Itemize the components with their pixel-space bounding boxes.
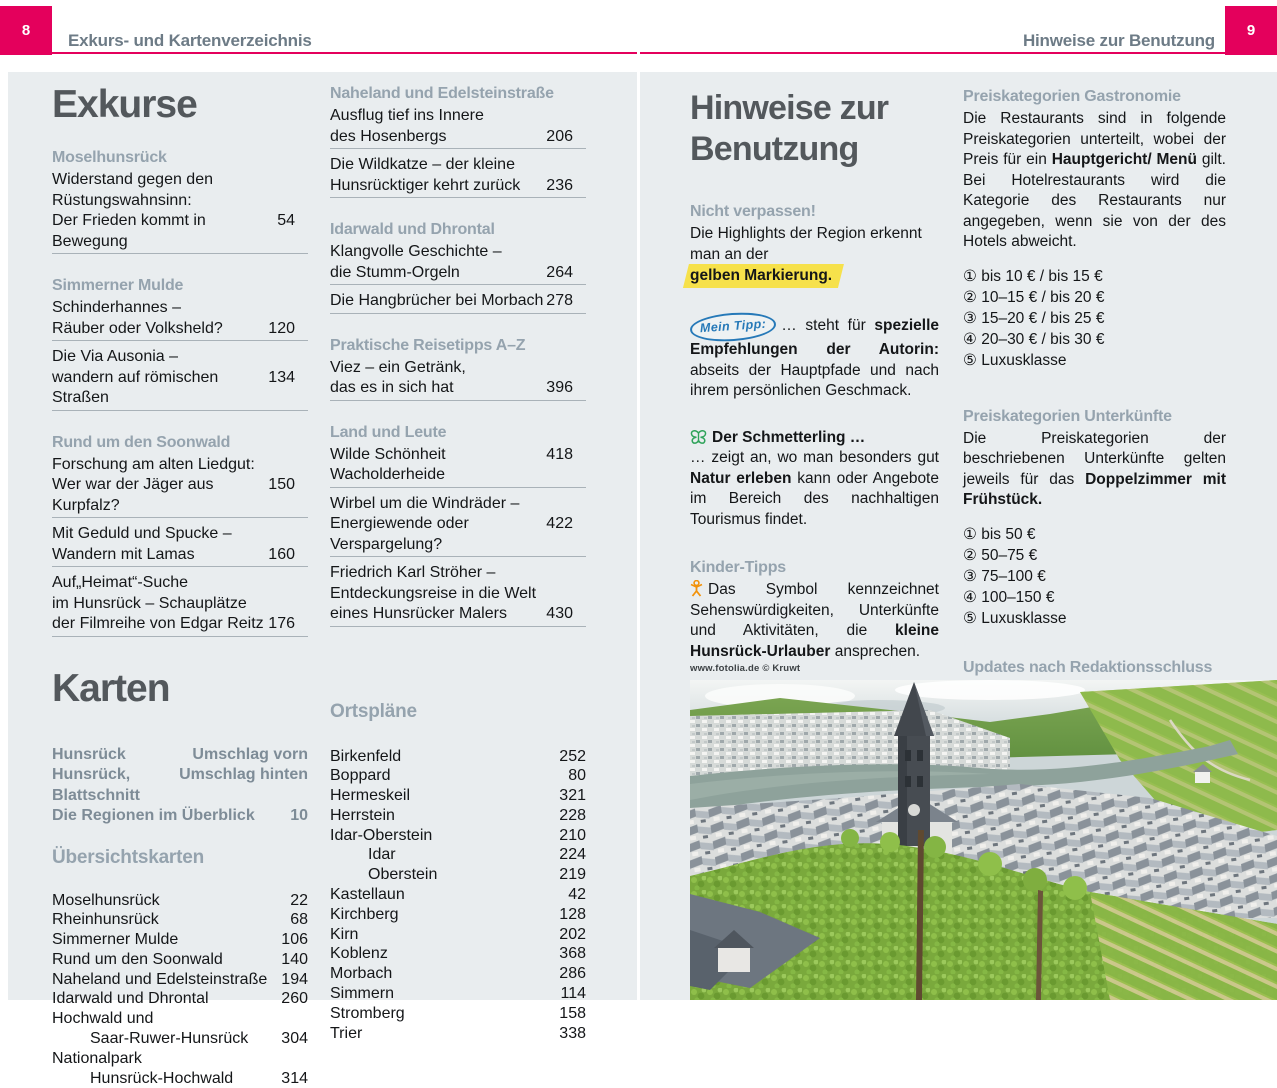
toc-entry-title: Wandern mit Lamas xyxy=(52,545,195,563)
map-label: Birkenfeld xyxy=(330,747,402,765)
toc-entry-title: Energiewende oder Verspargelung? xyxy=(330,515,469,553)
toc-entry-line: Wirbel um die Windräder – xyxy=(330,494,520,512)
price-item: ① bis 10 € / bis 15 € xyxy=(963,267,1103,285)
toc-entry-last-line xyxy=(52,211,308,254)
toc-section-heading: Naheland und Edelsteinstraße xyxy=(330,85,554,102)
map-label: Koblenz xyxy=(330,945,388,963)
toc-section-heading: Simmerner Mulde xyxy=(52,277,184,294)
map-page: 260 xyxy=(281,990,308,1008)
kinder-tipps-block xyxy=(690,559,939,662)
map-label: Kastellaun xyxy=(330,886,405,904)
karten-cover-row xyxy=(52,765,308,806)
toc-section xyxy=(330,424,586,627)
toc-entry-title: des Hosenbergs xyxy=(330,127,447,145)
map-page: 68 xyxy=(290,911,308,929)
toc-section xyxy=(52,434,308,637)
karten-cover-row xyxy=(52,745,308,766)
toc-entry-last-line xyxy=(330,514,586,557)
map-label: Naheland und Edelsteinstraße xyxy=(52,970,268,988)
karten-cover-label: Die Regionen im Überblick xyxy=(52,807,255,824)
mein-tipp-bold: spezielle Empfehlungen der Autorin: xyxy=(690,316,939,358)
toc-section-heading: Rund um den Soonwald xyxy=(52,433,231,451)
uebersichtskarten-heading: Übersichtskarten xyxy=(52,846,205,868)
kinder-tipps-heading: Kinder-Tipps xyxy=(690,559,786,576)
price-item: ② 50–75 € xyxy=(963,546,1038,564)
toc-entry-line: Widerstand gegen den xyxy=(52,171,213,188)
toc-entry-last-line xyxy=(52,319,308,342)
mein-tipp-text: abseits der Hauptpfade und nach ihrem persönlichen Geschmack. xyxy=(690,361,939,399)
toc-entry-last-line xyxy=(52,368,308,411)
toc-entry-last-line xyxy=(52,614,308,637)
map-list-row xyxy=(330,845,586,865)
map-page: 22 xyxy=(290,891,308,909)
map-label: Kirn xyxy=(330,925,359,943)
page-number-tab-left: 8 xyxy=(0,6,52,55)
toc-entry-page: 150 xyxy=(268,476,295,493)
map-list-row xyxy=(330,944,586,964)
unterkuenfte-block xyxy=(963,408,1226,629)
toc-entry-line: Die Via Ausonia – xyxy=(52,348,179,365)
map-page: 128 xyxy=(559,905,586,923)
price-item: ⑤ Luxusklasse xyxy=(963,351,1067,369)
map-page: 286 xyxy=(559,965,586,983)
gastro-text: Die Restaurants sind in folgende Preiskategorien unterteilt, wobei der Preis für ein Hauptgericht/ Menü gilt. Bei Hotelrestaurants wird die Kategorie des Restaurants nur angegeben, wenn sie von der des Hotels abweicht. xyxy=(963,110,1226,250)
toc-entry-line: Ausflug tief ins Innere xyxy=(330,107,484,124)
toc-entry-line: Die Wildkatze – der kleine xyxy=(330,156,515,173)
toc-entry xyxy=(52,524,308,567)
toc-entry-title: Wilde Schönheit Wacholderheide xyxy=(330,445,446,483)
header-rule-right xyxy=(640,52,1225,54)
toc-entry xyxy=(330,242,586,285)
toc-entry-title: der Filmreihe von Edgar Reitz xyxy=(52,615,264,632)
map-list-row xyxy=(330,1024,586,1044)
map-label: Rheinhunsrück xyxy=(52,911,159,929)
map-list-row xyxy=(52,891,308,911)
map-page: 80 xyxy=(568,767,586,785)
toc-entry xyxy=(330,445,586,488)
map-list-row xyxy=(330,806,586,826)
toc-entry-page: 264 xyxy=(546,263,573,281)
ortsplaene-heading: Ortspläne xyxy=(330,700,417,722)
map-page: 219 xyxy=(559,866,586,884)
page-number-tab-right: 9 xyxy=(1225,6,1277,55)
map-list-row xyxy=(330,984,586,1004)
map-label: Hunsrück-Hochwald xyxy=(90,1069,234,1087)
toc-entry-page: 418 xyxy=(546,445,573,463)
map-label: Idar-Oberstein xyxy=(330,826,433,844)
map-page: 304 xyxy=(281,1030,308,1048)
map-page: 338 xyxy=(559,1024,586,1042)
map-list-row xyxy=(330,885,586,905)
map-list-row xyxy=(330,865,586,885)
toc-entry-last-line xyxy=(330,127,586,150)
map-label: Nationalpark xyxy=(52,1049,142,1067)
toc-entry-line: Viez – ein Getränk, xyxy=(330,358,466,376)
map-list-row xyxy=(52,1069,308,1088)
mein-tipp-block xyxy=(690,313,939,402)
toc-entry-title: das es in sich hat xyxy=(330,379,454,396)
map-list-row xyxy=(330,925,586,945)
map-page: 210 xyxy=(559,826,586,844)
toc-entry-page: 206 xyxy=(546,127,573,145)
map-label: Oberstein xyxy=(368,866,438,884)
map-label: Kirchberg xyxy=(330,905,399,923)
map-list-row xyxy=(52,910,308,930)
toc-entry-last-line xyxy=(330,445,586,488)
mein-tipp-text: … steht für xyxy=(781,316,875,334)
map-page: 42 xyxy=(568,886,586,904)
map-list-row xyxy=(330,747,586,767)
map-page: 252 xyxy=(559,747,586,765)
map-list-row xyxy=(52,950,308,970)
toc-entry-page: 176 xyxy=(268,615,295,632)
nicht-verpassen-block xyxy=(690,203,939,287)
toc-entry-line: Schinderhannes – xyxy=(52,299,181,316)
map-list-row xyxy=(52,1049,308,1069)
map-list-row xyxy=(52,930,308,950)
karten-cover-label: Hunsrück xyxy=(52,745,126,763)
map-list-row xyxy=(330,786,586,806)
toc-entry xyxy=(330,358,586,401)
toc-entry-line: Forschung am alten Liedgut: xyxy=(52,455,255,473)
toc-entry-line: Entdeckungsreise in die Welt xyxy=(330,584,537,602)
toc-entry xyxy=(52,170,308,254)
toc-entry xyxy=(330,563,586,627)
toc-entry-page: 134 xyxy=(268,368,295,386)
toc-entry-title: Die Hangbrücher bei Morbach xyxy=(330,292,544,309)
schmetterling-text: … zeigt an, wo man besonders gut Natur erleben kann oder Angebote im Bereich des nachhaltigen Tourismus findet. xyxy=(690,449,939,528)
hinweise-title-line1: Hinweise zur xyxy=(690,89,889,127)
toc-entry xyxy=(52,573,308,637)
map-page: 224 xyxy=(559,846,586,864)
toc-entry-line: Friedrich Karl Ströher – xyxy=(330,564,496,581)
map-label: Boppard xyxy=(330,767,391,785)
toc-section-heading: Idarwald und Dhrontal xyxy=(330,221,495,238)
toc-entry xyxy=(330,291,586,314)
price-item: ② 10–15 € / bis 20 € xyxy=(963,288,1105,306)
toc-section xyxy=(52,149,308,254)
toc-section-heading: Praktische Reisetipps A–Z xyxy=(330,336,526,354)
toc-entry-last-line xyxy=(330,604,586,627)
nicht-verpassen-text: Die Highlights der Region erkennt man an der xyxy=(690,225,922,263)
toc-entry-page: 278 xyxy=(546,292,573,309)
toc-entry-page: 160 xyxy=(268,545,295,563)
toc-entry-line: Klangvolle Geschichte – xyxy=(330,243,502,260)
price-item: ③ 75–100 € xyxy=(963,567,1046,585)
map-label: Stromberg xyxy=(330,1004,405,1022)
toc-entry-page: 54 xyxy=(277,212,295,229)
toc-entry-title: Wer war der Jäger aus Kurpfalz? xyxy=(52,476,214,514)
map-page: 114 xyxy=(560,985,586,1003)
exkurse-title: Exkurse xyxy=(52,83,197,126)
toc-entry xyxy=(330,494,586,558)
map-list-row xyxy=(330,964,586,984)
map-page: 228 xyxy=(559,806,586,824)
map-label: Morbach xyxy=(330,965,393,983)
toc-entry xyxy=(52,347,308,411)
map-page: 106 xyxy=(281,931,308,949)
map-list-row xyxy=(330,766,586,786)
toc-entry-line: Auf„Heimat“-Suche xyxy=(52,574,189,591)
map-page: 140 xyxy=(281,950,308,968)
map-list-row xyxy=(52,970,308,990)
toc-entry-line: Rüstungswahnsinn: xyxy=(52,191,192,209)
toc-entry-page: 120 xyxy=(268,319,295,337)
hinweise-title-line2: Benutzung xyxy=(690,130,859,168)
price-item: ⑤ Luxusklasse xyxy=(963,609,1067,627)
map-page: 368 xyxy=(559,945,586,963)
map-page: 158 xyxy=(559,1004,586,1022)
map-list-row xyxy=(330,905,586,925)
map-list-row xyxy=(330,826,586,846)
toc-entry-page: 430 xyxy=(546,605,573,622)
map-label: Hochwald und xyxy=(52,1010,154,1028)
mein-tipp-badge: Mein Tipp: xyxy=(689,310,777,343)
price-item: ③ 15–20 € / bis 25 € xyxy=(963,309,1105,327)
map-list-row xyxy=(330,1004,586,1024)
toc-entry xyxy=(52,455,308,519)
toc-entry xyxy=(330,106,586,149)
gastro-block xyxy=(963,88,1226,371)
running-head-right: Hinweise zur Benutzung xyxy=(1022,31,1215,50)
toc-entry xyxy=(330,155,586,198)
map-list-row xyxy=(52,989,308,1009)
toc-entry-title: die Stumm-Orgeln xyxy=(330,263,460,281)
map-label: Simmern xyxy=(330,985,395,1003)
karten-cover-value: Umschlag hinten xyxy=(179,766,308,783)
toc-section xyxy=(330,221,586,314)
gastro-heading: Preiskategorien Gastronomie xyxy=(963,88,1181,105)
column-exkurse-2 xyxy=(330,85,586,1043)
photo-credit: www.fotolia.de © Kruwt xyxy=(690,663,801,674)
karten-cover-value: Umschlag vorn xyxy=(192,745,308,763)
schmetterling-block xyxy=(690,428,939,531)
toc-entry-title: Räuber oder Volksheld? xyxy=(52,319,223,337)
karten-title: Karten xyxy=(52,666,170,710)
toc-entry-title: Hunsrücktiger kehrt zurück xyxy=(330,176,521,194)
toc-section xyxy=(330,337,586,401)
toc-entry-last-line xyxy=(330,263,586,286)
toc-entry-last-line xyxy=(330,176,586,199)
toc-entry xyxy=(52,298,308,341)
yellow-highlight xyxy=(690,266,832,287)
map-label: Rund um den Soonwald xyxy=(52,950,223,968)
karten-cover-row xyxy=(52,806,308,827)
toc-entry-last-line xyxy=(52,545,308,568)
map-label: Idar xyxy=(368,846,396,864)
child-icon xyxy=(690,580,703,597)
unterkuenfte-heading: Preiskategorien Unterkünfte xyxy=(963,407,1172,425)
toc-section-heading: Land und Leute xyxy=(330,423,447,441)
toc-entry-title: eines Hunsrücker Malers xyxy=(330,605,507,622)
toc-entry-title: Der Frieden kommt in Bewegung xyxy=(52,212,206,250)
mosel-valley-illustration xyxy=(690,680,1277,1000)
map-list-row xyxy=(52,1009,308,1029)
toc-entry-page: 236 xyxy=(546,176,573,194)
toc-entry-last-line xyxy=(330,291,586,314)
price-item: ① bis 50 € xyxy=(963,525,1036,543)
toc-entry-last-line xyxy=(330,378,586,401)
map-label: Simmerner Mulde xyxy=(52,931,179,949)
butterfly-icon xyxy=(690,430,707,445)
mosel-valley-photo xyxy=(690,680,1277,1000)
toc-section xyxy=(52,277,308,411)
map-label: Saar-Ruwer-Hunsrück xyxy=(90,1030,249,1048)
map-label: Moselhunsrück xyxy=(52,891,160,909)
nicht-verpassen-heading: Nicht verpassen! xyxy=(690,203,816,220)
map-page: 321 xyxy=(559,787,586,805)
kinder-tipps-text: Das Symbol kennzeichnet Sehenswürdigkeiten, Unterkünfte und Aktivitäten, die kleine Hunsrück-Urlauber ansprechen. xyxy=(690,581,939,660)
unterkuenfte-text: Die Preiskategorien der beschriebenen Unterkünfte gelten jeweils für das Doppelzimmer mit Frühstück. xyxy=(963,429,1226,508)
running-head-left: Exkurs- und Kartenverzeichnis xyxy=(68,31,312,50)
toc-section-heading: Moselhunsrück xyxy=(52,149,167,166)
karten-cover-label: Hunsrück, Blattschnitt xyxy=(52,766,140,804)
karten-cover-value: 10 xyxy=(290,807,308,824)
highlight-text: gelben Markierung. xyxy=(690,267,833,284)
map-page: 202 xyxy=(559,925,586,943)
toc-section xyxy=(330,85,586,198)
toc-entry-title: wandern auf römischen Straßen xyxy=(52,368,219,406)
toc-entry-line: Mit Geduld und Spucke – xyxy=(52,525,232,542)
map-page: 314 xyxy=(281,1069,308,1087)
price-item: ④ 20–30 € / bis 30 € xyxy=(963,330,1105,348)
toc-entry-page: 396 xyxy=(546,379,573,396)
map-page: 194 xyxy=(281,970,308,988)
column-preiskategorien xyxy=(963,88,1226,762)
map-label: Herrstein xyxy=(330,806,395,824)
price-item: ④ 100–150 € xyxy=(963,588,1055,606)
toc-entry-page: 422 xyxy=(546,515,573,532)
map-label: Trier xyxy=(330,1024,363,1042)
toc-entry-last-line xyxy=(52,475,308,518)
toc-entry-line: im Hunsrück – Schauplätze xyxy=(52,594,247,612)
map-list-row xyxy=(52,1029,308,1049)
updates-heading: Updates nach Redaktionsschluss xyxy=(963,658,1213,676)
schmetterling-heading: Der Schmetterling … xyxy=(712,428,866,446)
map-label: Hermeskeil xyxy=(330,787,411,805)
column-exkurse xyxy=(52,85,308,1088)
map-label: Idarwald und Dhrontal xyxy=(52,990,209,1008)
header-rule-left xyxy=(52,52,637,54)
